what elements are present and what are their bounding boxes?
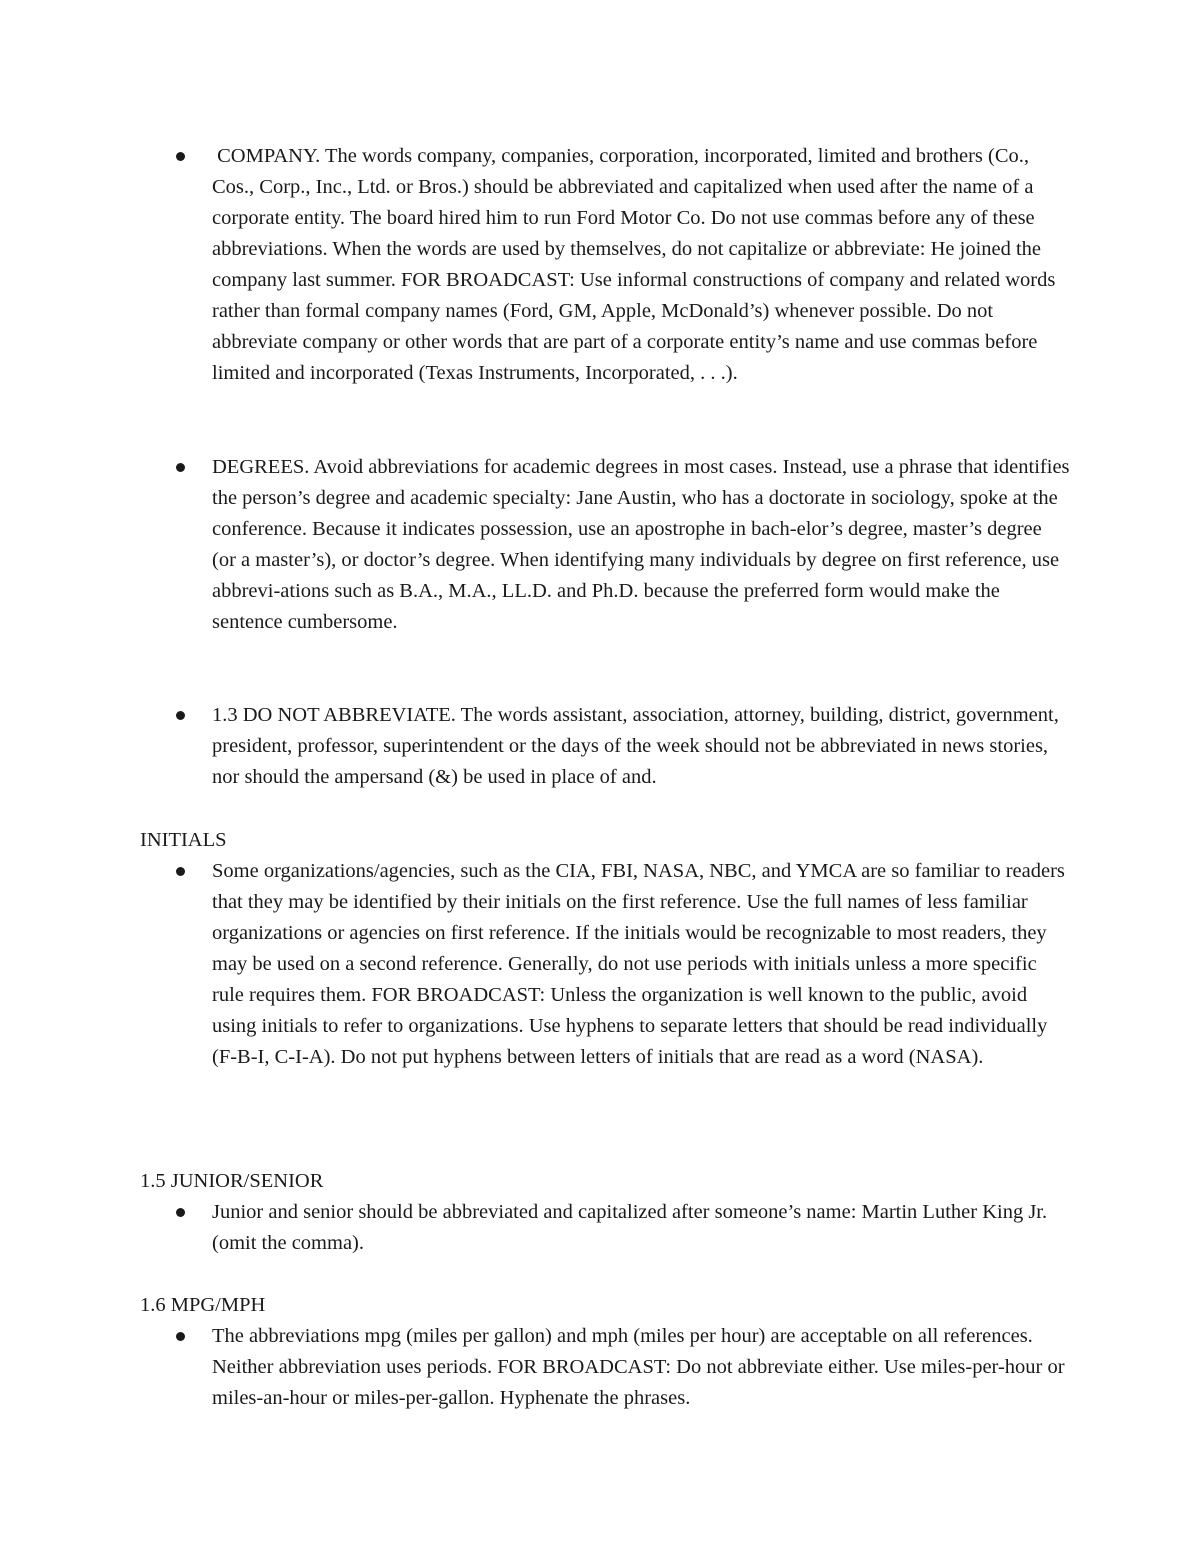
section-mpg-mph	[140, 1290, 1070, 1414]
list-item	[140, 1197, 1070, 1259]
section-heading: 1.6 MPG/MPH	[140, 1294, 266, 1316]
list-item	[140, 452, 1070, 638]
company-rule-text: COMPANY. The words company, companies, corporation, incorporated, limited and brothers (Co., Cos., Corp., Inc., Ltd. or Bros.) should be abbreviated and capitalized when used after the name of a corporate entity. The board hired him to run Ford Motor Co. Do not use commas before any of these abbreviations. When the words are used by themselves, do not capitalize or abbreviate: He joined the company last summer. FOR BROADCAST: Use informal constructions of company and related words rather than formal company names (Ford, GM, Apple, McDonald’s) whenever possible. Do not abbreviate company or other words that are part of a corporate entity’s name and use commas before limited and incorporated (Texas Instruments, Incorporated, . . .).	[212, 145, 1061, 384]
bullet-icon	[176, 1332, 185, 1341]
list-item	[140, 141, 1070, 389]
section-junior-senior	[140, 1166, 1070, 1259]
section-text: Some organizations/agencies, such as the CIA, FBI, NASA, NBC, and YMCA are so familiar to readers that they may be identified by their initials on the first reference. Use the full names of less familiar organizations or agencies on first reference. If the initials would be recognizable to most readers, they may be used on a second reference. Generally, do not use periods with initials unless a more specific rule requires them. FOR BROADCAST: Unless the organization is well known to the public, avoid using initials to refer to organizations. Use hyphens to separate letters that should be read individually (F-B-I, C-I-A). Do not put hyphens between letters of initials that are read as a word (NASA).	[212, 860, 1065, 1068]
bullet-icon	[176, 463, 185, 472]
bullet-icon	[176, 152, 185, 161]
degrees-rule	[140, 452, 1070, 638]
bullet-icon	[176, 711, 185, 720]
list-item	[140, 700, 1070, 793]
bullet-icon	[176, 867, 185, 876]
section-text: Junior and senior should be abbreviated and capitalized after someone’s name: Martin Luther King Jr. (omit the comma).	[212, 1201, 1048, 1254]
list-item	[140, 856, 1070, 1073]
do-not-abbreviate-rule	[140, 700, 1070, 793]
section-text: The abbreviations mpg (miles per gallon) and mph (miles per hour) are acceptable on all references. Neither abbreviation uses periods. FOR BROADCAST: Do not abbreviate either. Use miles-per-hour or miles-an-hour or miles-per-gallon. Hyphenate the phrases.	[212, 1325, 1065, 1409]
section-heading: 1.5 JUNIOR/SENIOR	[140, 1170, 324, 1192]
do-not-abbreviate-rule-text: 1.3 DO NOT ABBREVIATE. The words assistant, association, attorney, building, district, government, president, professor, superintendent or the days of the week should not be abbreviated in news stories, nor should the ampersand (&) be used in place of and.	[212, 704, 1059, 788]
list-item	[140, 1321, 1070, 1414]
degrees-rule-text: DEGREES. Avoid abbreviations for academic degrees in most cases. Instead, use a phrase that identifies the person’s degree and academic specialty: Jane Austin, who has a doctorate in sociology, spoke at the conference. Because it indicates possession, use an apostrophe in bach-elor’s degree, master’s degree (or a master’s), or doctor’s degree. When identifying many individuals by degree on first reference, use abbrevi-ations such as B.A., M.A., LL.D. and Ph.D. because the preferred form would make the sentence cumbersome.	[212, 456, 1070, 633]
company-rule	[140, 141, 1070, 389]
section-heading: INITIALS	[140, 829, 227, 851]
bullet-icon	[176, 1208, 185, 1217]
section-initials	[140, 825, 1070, 1073]
